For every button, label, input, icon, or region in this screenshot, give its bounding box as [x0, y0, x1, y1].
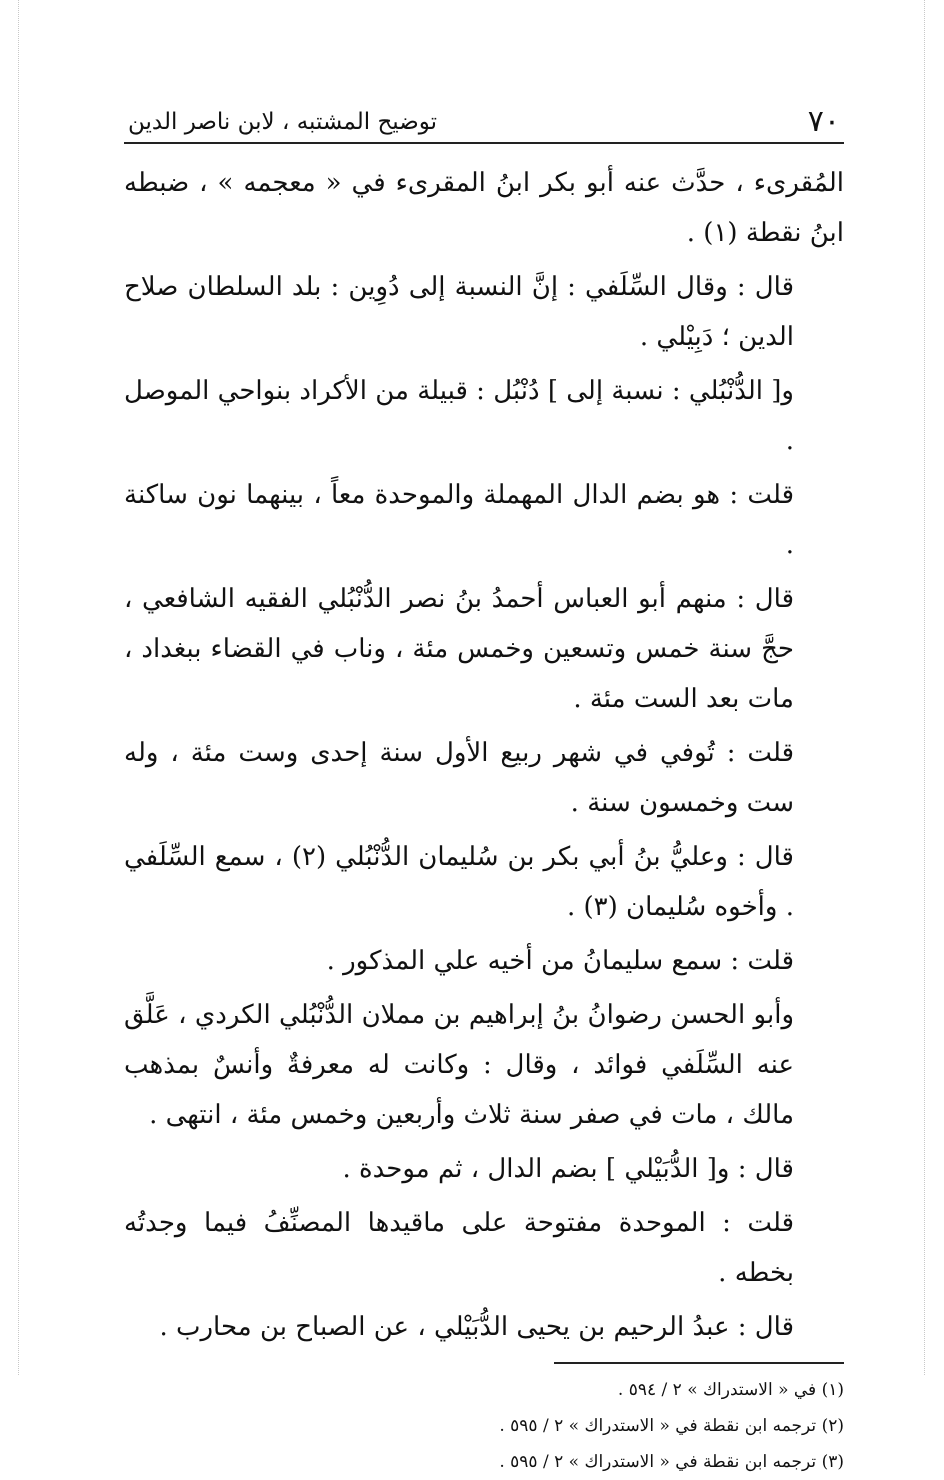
footnotes	[124, 1372, 844, 1480]
page-number: ٧٠	[807, 104, 840, 139]
paragraph: وأبو الحسن رضوانُ بنُ إبراهيم بن مملان الدُّنْبُلي الكردي ، عَلَّق عنه السِّلَفي فوائد ، وقال : وكانت له معرفةٌ وأنسٌ بمذهب مالك ، مات في صفر سنة ثلاث وأربعين وخمس مئة ، انتهى .	[124, 1000, 794, 1130]
paragraph: المُقرىء ، حدَّث عنه أبو بكر ابنُ المقرىء في « معجمه » ، ضبطه ابنُ نقطة (١) .	[124, 168, 844, 248]
scan-edge-left	[18, 0, 19, 1375]
main-text	[124, 158, 844, 1352]
footnote-divider	[554, 1362, 844, 1364]
paragraph: قال : وعليُّ بنُ أبي بكر بن سُليمان الدُّنْبُلي (٢) ، سمع السِّلَفي . وأخوه سُليمان (٣) .	[124, 842, 794, 922]
paragraph: و[ الدُّنْبُلي : نسبة إلى ] دُنْبُل : قبيلة من الأكراد بنواحي الموصل .	[124, 376, 794, 456]
footnote: (١) في « الاستدراك » ٢ / ٥٩٤ .	[617, 1380, 844, 1400]
footnote: (٣) ترجمه ابن نقطة في « الاستدراك » ٢ / ٥٩٥ .	[499, 1452, 844, 1472]
page-header	[124, 84, 844, 144]
paragraph: قلت : الموحدة مفتوحة على ماقيدها المصنِّفُ فيما وجدتُه بخطه .	[124, 1208, 794, 1288]
paragraph: قال : وقال السِّلَفي : إنَّ النسبة إلى دُوِين : بلد السلطان صلاح الدين ؛ دَبِيْلي .	[124, 272, 794, 352]
paragraph: قلت : سمع سليمانُ من أخيه علي المذكور .	[326, 946, 794, 976]
paragraph: قلت : هو بضم الدال المهملة والموحدة معاً ، بينهما نون ساكنة .	[124, 480, 794, 560]
footnote: (٢) ترجمه ابن نقطة في « الاستدراك » ٢ / ٥٩٥ .	[499, 1416, 844, 1436]
paragraph: قال : عبدُ الرحيم بن يحيى الدُّبَيْلي ، عن الصباح بن محارب .	[159, 1312, 794, 1342]
scan-edge-right	[924, 0, 925, 1375]
paragraph: قال : منهم أبو العباس أحمدُ بنُ نصر الدُّنْبُلي الفقيه الشافعي ، حجَّ سنة خمس وتسعين وخمس مئة ، وناب في القضاء ببغداد ، مات بعد الست مئة .	[124, 584, 794, 714]
paragraph: قال : و[ الدُّبَيْلي ] بضم الدال ، ثم موحدة .	[342, 1154, 794, 1184]
paragraph: قلت : تُوفي في شهر ربيع الأول سنة إحدى وست مئة ، وله ست وخمسون سنة .	[124, 738, 794, 818]
running-title: توضيح المشتبه ، لابن ناصر الدين	[128, 109, 438, 135]
book-page	[124, 84, 844, 1480]
